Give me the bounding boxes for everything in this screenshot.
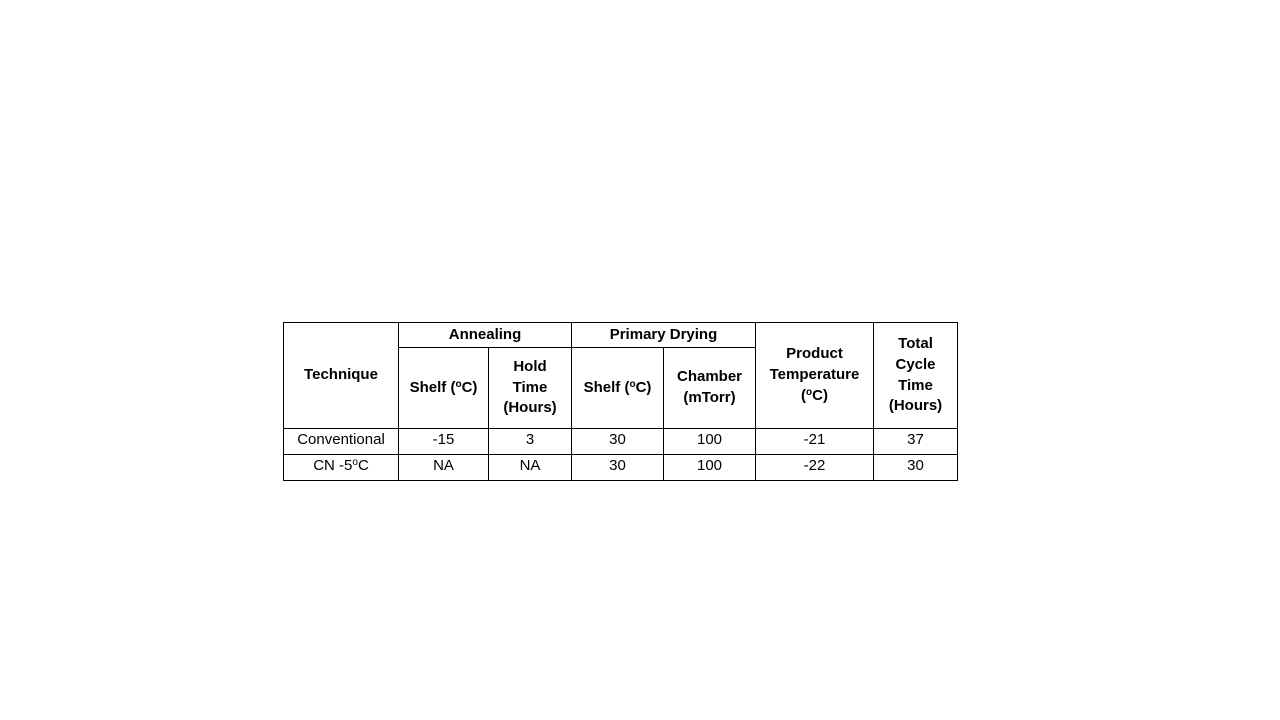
header-annealing-hold-time — [489, 348, 572, 429]
cell-hold-time: NA — [489, 455, 572, 481]
cell-total-cycle-time: 37 — [874, 429, 958, 455]
header-product-temperature-line2: Temperature — [769, 366, 860, 384]
degree-superscript: o — [629, 378, 636, 390]
unit-celsius: C) — [635, 378, 652, 396]
header-product-temperature-line3 — [760, 386, 869, 407]
degree-superscript: o — [352, 457, 358, 468]
cell-technique: Conventional — [284, 429, 399, 455]
header-hold-time-line3: (Hours) — [503, 399, 557, 417]
cell-drying-shelf: 30 — [572, 429, 664, 455]
unit-celsius: C) — [461, 378, 478, 396]
cell-chamber: 100 — [664, 429, 756, 455]
header-total-cycle-time-line4: (Hours) — [888, 397, 943, 415]
header-annealing-shelf — [399, 348, 489, 429]
header-total-cycle-time — [874, 323, 958, 429]
header-primary-drying: Primary Drying — [572, 323, 756, 348]
header-chamber-line1: Chamber — [676, 368, 743, 386]
technique-prefix: CN -5 — [313, 457, 353, 474]
paren-open: ( — [801, 386, 807, 404]
cell-annealing-shelf: NA — [399, 455, 489, 481]
cell-product-temperature: -21 — [756, 429, 874, 455]
header-drying-shelf — [572, 348, 664, 429]
cell-hold-time: 3 — [489, 429, 572, 455]
degree-superscript: o — [806, 386, 813, 398]
header-chamber-line2: (mTorr) — [683, 389, 736, 406]
header-drying-chamber — [664, 348, 756, 429]
cell-technique — [284, 455, 399, 481]
header-total-cycle-time-line1: Total — [898, 335, 933, 353]
header-product-temperature — [756, 323, 874, 429]
unit-celsius: C) — [812, 386, 828, 404]
cell-drying-shelf: 30 — [572, 455, 664, 481]
header-annealing: Annealing — [399, 323, 572, 348]
header-hold-time-line1: Hold — [513, 357, 547, 375]
cell-chamber: 100 — [664, 455, 756, 481]
label-shelf: Shelf ( — [409, 378, 456, 396]
technique-unit: C — [357, 457, 369, 474]
table-row — [284, 455, 958, 481]
cell-annealing-shelf: -15 — [399, 429, 489, 455]
header-row-group — [284, 323, 958, 348]
label-shelf: Shelf ( — [583, 378, 630, 396]
cell-product-temperature: -22 — [756, 455, 874, 481]
header-technique: Technique — [284, 323, 399, 429]
header-hold-time-line2: Time — [512, 378, 548, 396]
header-product-temperature-line1: Product — [786, 345, 843, 363]
degree-superscript: o — [455, 378, 462, 390]
header-total-cycle-time-line2: Cycle — [895, 355, 936, 373]
header-total-cycle-time-line3: Time — [898, 376, 933, 394]
table-row — [284, 429, 958, 455]
cell-total-cycle-time: 30 — [874, 455, 958, 481]
lyophilization-cycle-table — [283, 322, 958, 481]
